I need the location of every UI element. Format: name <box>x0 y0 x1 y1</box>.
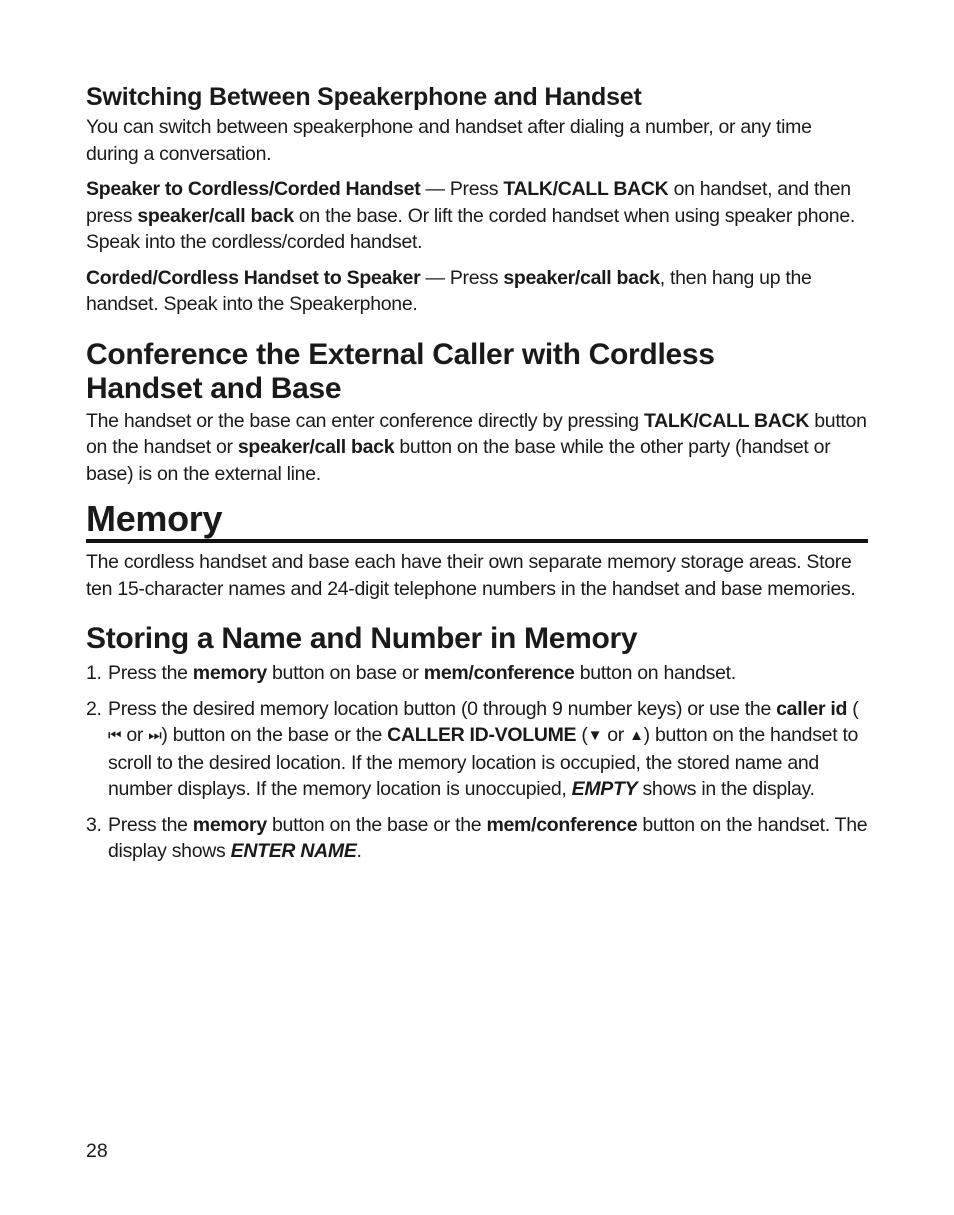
switching-intro: You can switch between speakerphone and handset after dialing a number, or any time during a conversation. <box>86 116 812 165</box>
memory-intro: The cordless handset and base each have their own separate memory storage areas. Store ten 15-character names and 24-digit telephone numbers in the handset and base memories. <box>86 551 856 600</box>
up-arrow-icon: ▲ <box>629 727 644 744</box>
speaker-to-handset-lead: Speaker to Cordless/Corded Handset <box>86 178 421 200</box>
handset-to-speaker-paragraph: Corded/Cordless Handset to Speaker — Press speaker/call back, then hang up the handset. Speak into the Speakerphone. <box>86 266 812 315</box>
memory-heading-rule <box>86 499 868 543</box>
list-item: 3. Press the memory button on the base or the mem/conference button on the handset. The display shows ENTER NAME. <box>86 813 868 862</box>
storing-steps-list <box>86 660 868 865</box>
list-item: 2. Press the desired memory location button (0 through 9 number keys) or use the caller id (⏮ or ⏭) button on the base or the CALLER ID-VOLUME (▼ or ▲) button on the handset to scroll to the desired location. If the memory location is occupied, the stored name and number displays. If the memory location is unoccupied, EMPTY shows in the display. <box>86 697 859 800</box>
skip-forward-icon: ⏭ <box>148 727 162 744</box>
skip-back-icon: ⏮ <box>108 727 122 744</box>
section-heading-conference: Conference the External Caller with Cordless Handset and Base <box>86 337 715 405</box>
handset-to-speaker-lead: Corded/Cordless Handset to Speaker <box>86 266 421 289</box>
speaker-to-handset-paragraph: Speaker to Cordless/Corded Handset — Press TALK/CALL BACK on handset, and then press speaker/call back on the base. Or lift the corded handset when using speaker phone. Speak into the cordless/corded handset. <box>86 178 855 253</box>
section-heading-switching: Switching Between Speakerphone and Handset <box>86 83 642 111</box>
list-item: 1. Press the memory button on base or mem/conference button on handset. <box>86 662 736 684</box>
section-heading-memory: Memory <box>86 498 223 539</box>
page-number: 28 <box>86 1140 108 1162</box>
manual-page <box>86 80 868 874</box>
conference-paragraph: The handset or the base can enter conference directly by pressing TALK/CALL BACK button on the handset or speaker/call back button on the base while the other party (handset or base) is on the external line. <box>86 409 867 485</box>
section-heading-storing: Storing a Name and Number in Memory <box>86 622 638 655</box>
down-arrow-icon: ▼ <box>587 727 603 744</box>
